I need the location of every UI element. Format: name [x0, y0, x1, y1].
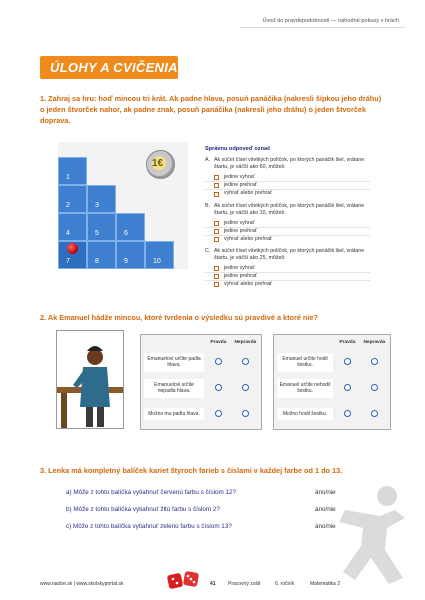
task3-number: 3.	[40, 466, 47, 475]
answer-yes-no[interactable]: áno/nie	[315, 523, 336, 530]
checkbox[interactable]	[214, 282, 219, 287]
page-number: 41	[210, 581, 216, 587]
statement: Možno hodil šestku.	[277, 408, 333, 421]
cell-number: 8	[95, 258, 99, 265]
question-text: Ak súčet čísel všetkých políčok, po ktorých panáčik šiel, vrátane štartu, je väčší ako 60, môžeš:	[214, 157, 365, 171]
radio-true[interactable]	[215, 384, 222, 391]
col-false-header: Nepravda	[234, 339, 257, 345]
table-row	[141, 375, 261, 401]
cell-number: 3	[95, 202, 99, 209]
table-row	[274, 401, 390, 427]
col-false-header: Nepravda	[363, 339, 386, 345]
option-label: jedine vyhrať	[224, 174, 255, 181]
question-letter: C.	[205, 248, 211, 255]
figure-watermark-icon	[325, 480, 415, 590]
header-divider	[240, 27, 405, 28]
table-right	[273, 334, 391, 430]
statement: Emanuelovi určite nepadla hlava.	[144, 379, 204, 398]
item-text: Môže z tohto balíčka vytiahnuť červenú farbu s číslom 12?	[73, 489, 237, 496]
footer-links[interactable]: www.naobe.sk | www.skolskyportal.sk	[40, 581, 124, 587]
boy-figure-icon	[57, 331, 123, 428]
radio-true[interactable]	[215, 410, 222, 417]
board-cell-10	[145, 241, 174, 269]
task2-text: Ak Emanuel hádže mincou, ktoré tvrdenia o výsledku sú pravdivé a ktoré nie?	[47, 313, 318, 322]
table-row	[141, 349, 261, 375]
task2-heading	[40, 312, 385, 323]
checkbox[interactable]	[214, 229, 219, 234]
coin-label: 1€	[152, 158, 164, 169]
item-text: Môže z tohto balíčka vytiahnuť žltú farbu s číslom 2?	[73, 506, 220, 513]
task3-heading	[40, 465, 385, 476]
answer-yes-no[interactable]: áno/nie	[315, 489, 336, 496]
board-cell-9	[116, 241, 145, 269]
task3-item-a	[66, 489, 236, 497]
table-row	[141, 401, 261, 427]
radio-false[interactable]	[242, 410, 249, 417]
statement: Možno mu padla hlava.	[144, 408, 204, 421]
answer-yes-no[interactable]: áno/nie	[315, 506, 336, 513]
statement: Emanuel určite nehodil šestku.	[277, 379, 333, 398]
item-letter: b)	[66, 506, 72, 513]
cell-number: 5	[95, 230, 99, 237]
radio-true[interactable]	[215, 358, 222, 365]
cell-number: 2	[66, 202, 70, 209]
question-b	[205, 203, 370, 243]
statement: Emanuel určite hodil šestku.	[277, 353, 333, 372]
table-left	[140, 334, 262, 430]
task1-number: 1.	[40, 94, 47, 103]
col-true-header: Pravda	[210, 339, 227, 345]
item-letter: a)	[66, 489, 72, 496]
cell-number: 1	[66, 174, 70, 181]
option-label: vyhrať alebo prehrať	[224, 235, 273, 242]
cell-number: 10	[153, 258, 161, 265]
cell-number: 6	[124, 230, 128, 237]
question-text: Ak súčet čísel všetkých políčok, po ktorých panáčik šiel, vrátane štartu, je väčší ako 25, môžeš:	[214, 248, 365, 262]
cell-number: 7	[66, 258, 70, 265]
checkbox[interactable]	[214, 274, 219, 279]
option-label: vyhrať alebo prehrať	[224, 190, 273, 197]
task2-number: 2.	[40, 313, 47, 322]
option-label: vyhrať alebo prehrať	[224, 281, 273, 288]
cell-number: 4	[66, 230, 70, 237]
checkbox[interactable]	[214, 175, 219, 180]
board-cell-8	[87, 241, 116, 269]
item-letter: c)	[66, 523, 72, 530]
table-row	[274, 375, 390, 401]
section-banner: ÚLOHY A CVIČENIA	[40, 56, 178, 79]
statement: Emanuelovi určite padla hlava.	[144, 353, 204, 372]
player-piece[interactable]	[67, 243, 78, 254]
option-label: jedine vyhrať	[224, 265, 255, 272]
option-label: jedine prehrať	[224, 227, 257, 234]
board-cell-5	[87, 213, 116, 241]
radio-false[interactable]	[371, 384, 378, 391]
task1-answers	[205, 146, 370, 289]
radio-false[interactable]	[242, 384, 249, 391]
table-row	[274, 349, 390, 375]
board-cell-4	[58, 213, 87, 241]
boy-illustration	[56, 330, 124, 429]
grade: 6. ročník	[275, 581, 295, 587]
radio-false[interactable]	[242, 358, 249, 365]
answer-instruction: Správnu odpoveď označ	[205, 146, 271, 152]
radio-true[interactable]	[344, 358, 351, 365]
question-a	[205, 157, 370, 197]
board-cell-2	[58, 185, 87, 213]
task3-item-b	[66, 506, 220, 514]
dice-icon	[166, 570, 202, 590]
question-letter: B.	[205, 202, 211, 209]
option-label: jedine prehrať	[224, 182, 257, 189]
task3-text: Lenka má kompletný balíček kariet štyroch farieb s číslami v každej farbe od 1 do 13.	[48, 466, 343, 475]
task1-heading	[40, 93, 385, 126]
checkbox[interactable]	[214, 266, 219, 271]
task1-text: Zahraj sa hru: hoď mincou tri krát. Ak padne hlava, posuň panáčika (nakresli šípkou jeho dráhu) o jeden štvorček nahor, ak padne znak, posuň panáčika (nakresli jeho dráhu) o jeden štvorček doprava.	[40, 94, 382, 125]
option-label: jedine vyhrať	[224, 219, 255, 226]
subject: Matematika 2	[310, 581, 341, 587]
question-c	[205, 248, 370, 288]
option-label: jedine prehrať	[224, 273, 257, 280]
checkbox[interactable]	[214, 237, 219, 242]
item-text: Môže z tohto balíčka vytiahnuť zelenú farbu s číslom 13?	[73, 523, 232, 530]
col-true-header: Pravda	[339, 339, 356, 345]
radio-false[interactable]	[371, 358, 378, 365]
checkbox[interactable]	[214, 192, 219, 197]
book-title: Pracovný zošit	[228, 581, 261, 587]
checkbox[interactable]	[214, 221, 219, 226]
question-text: Ak súčet čísel všetkých políčok, po ktorých panáčik šiel, vrátane štartu, je väčší ako 10, môžeš:	[214, 202, 365, 216]
running-header: Úvod do pravdepodobnosti — náhodné pokusy v hrách	[262, 18, 399, 24]
question-letter: A.	[205, 157, 211, 164]
cell-number: 9	[124, 258, 128, 265]
board-cell-1	[58, 157, 87, 185]
task3-item-c	[66, 523, 232, 531]
radio-true[interactable]	[344, 384, 351, 391]
board-cell-3	[87, 185, 116, 213]
radio-true[interactable]	[344, 410, 351, 417]
radio-false[interactable]	[371, 410, 378, 417]
checkbox[interactable]	[214, 183, 219, 188]
board-cell-6	[116, 213, 145, 241]
